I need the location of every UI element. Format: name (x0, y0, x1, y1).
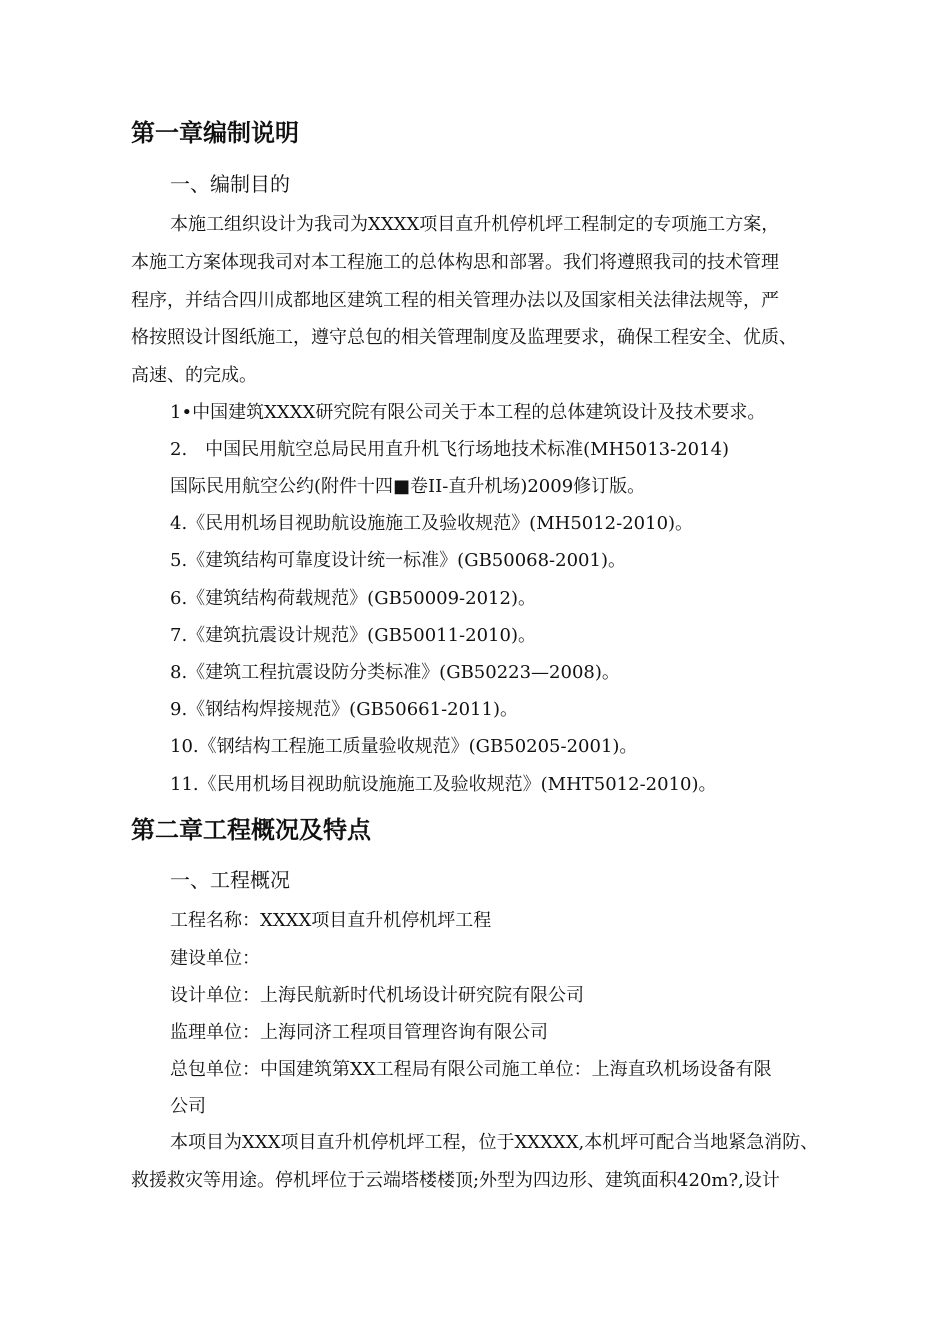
paragraph-line: 格按照设计图纸施工，遵守总包的相关管理制度及监理要求，确保工程安全、优质、 (131, 327, 797, 348)
project-field: 公司 (170, 1096, 206, 1117)
paragraph-line: 本施工组织设计为我司为XXXX项目直升机停机坪工程制定的专项施工方案， (170, 214, 780, 235)
paragraph-line: 救援救灾等用途。停机坪位于云端塔楼楼顶;外型为四边形、建筑面积420m?,设计 (131, 1170, 780, 1191)
reference-item: 9.《钢结构焊接规范》(GB50661-2011)。 (170, 699, 518, 720)
reference-item: 1•中国建筑XXXX研究院有限公司关于本工程的总体建筑设计及技术要求。 (170, 402, 766, 423)
reference-item: 国际民用航空公约(附件十四■卷II-直升机场)2009修订版。 (170, 476, 646, 497)
reference-item: 8.《建筑工程抗震设防分类标准》(GB50223—2008)。 (170, 662, 620, 683)
project-field: 工程名称：XXXX项目直升机停机坪工程 (170, 910, 492, 931)
paragraph-line: 本项目为XXX项目直升机停机坪工程，位于XXXXX,本机坪可配合当地紧急消防、 (170, 1132, 819, 1153)
reference-item: 7.《建筑抗震设计规范》(GB50011-2010)。 (170, 625, 536, 646)
paragraph-line: 程序，并结合四川成都地区建筑工程的相关管理办法以及国家相关法律法规等，严 (131, 290, 779, 311)
section-1-1-title: 一、编制目的 (170, 172, 290, 196)
reference-item: 5.《建筑结构可靠度设计统一标准》(GB50068-2001)。 (170, 550, 626, 571)
chapter-1-title: 第一章编制说明 (131, 119, 299, 147)
project-field: 总包单位：中国建筑第XX工程局有限公司施工单位：上海直玖机场设备有限 (170, 1059, 772, 1080)
section-2-1-title: 一、工程概况 (170, 868, 290, 892)
reference-item: 6.《建筑结构荷载规范》(GB50009-2012)。 (170, 588, 536, 609)
reference-item: 2. 中国民用航空总局民用直升机飞行场地技术标准(MH5013-2014) (170, 439, 730, 460)
reference-item: 10.《钢结构工程施工质量验收规范》(GB50205-2001)。 (170, 736, 638, 757)
paragraph-line: 本施工方案体现我司对本工程施工的总体构思和部署。我们将遵照我司的技术管理 (131, 252, 779, 273)
paragraph-line: 高速、的完成。 (131, 365, 257, 386)
project-field: 设计单位：上海民航新时代机场设计研究院有限公司 (170, 985, 584, 1006)
chapter-2-title: 第二章工程概况及特点 (131, 816, 371, 844)
reference-item: 4.《民用机场目视助航设施施工及验收规范》(MH5012-2010)。 (170, 513, 694, 534)
project-field: 建设单位： (170, 948, 260, 969)
project-field: 监理单位：上海同济工程项目管理咨询有限公司 (170, 1022, 548, 1043)
reference-item: 11.《民用机场目视助航设施施工及验收规范》(MHT5012-2010)。 (170, 774, 717, 795)
